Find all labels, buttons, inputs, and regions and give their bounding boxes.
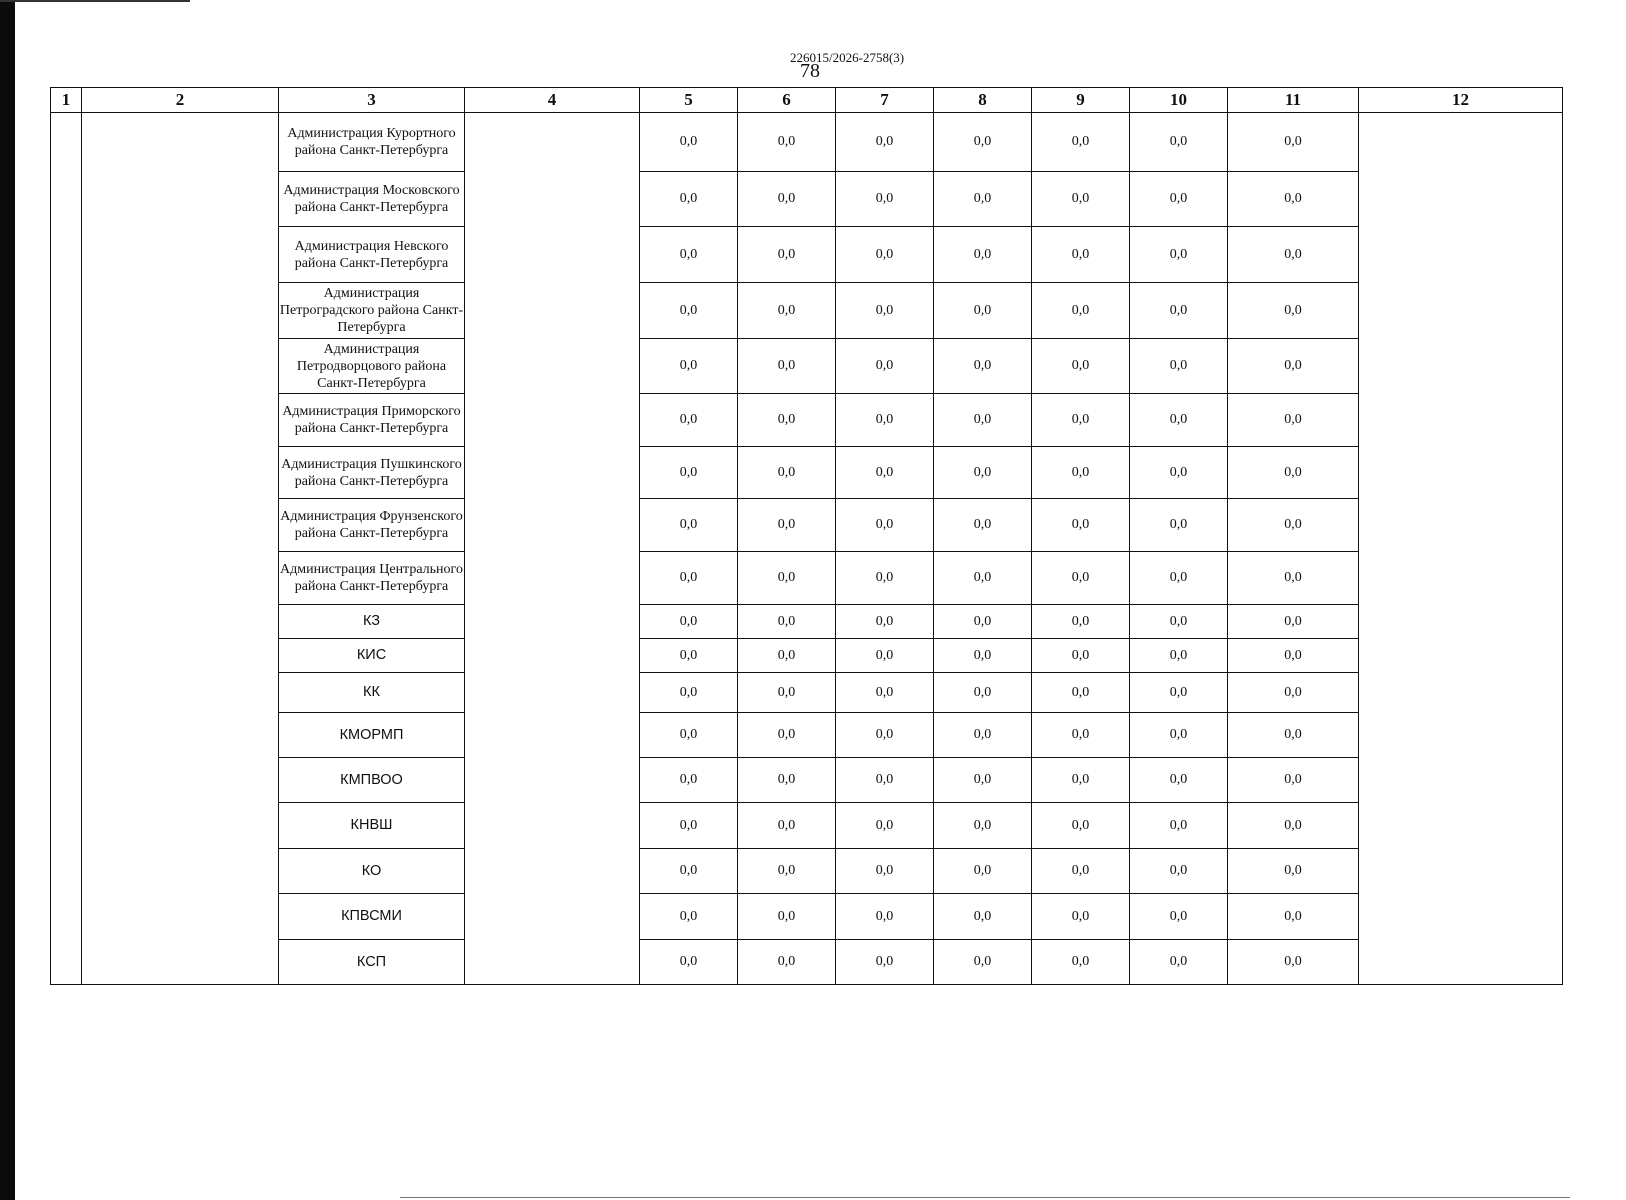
- organization-cell: Администрация Курортного района Санкт-Петербурга: [279, 113, 465, 172]
- document-code: 226015/2026-2758(3): [790, 50, 905, 65]
- organization-cell: Администрация Петроградского района Санкт-Петербурга: [279, 283, 465, 339]
- value-cell: 0,0: [1130, 172, 1228, 227]
- value-cell: 0,0: [836, 283, 934, 339]
- column-number-row: [51, 88, 1563, 113]
- value-cell: 0,0: [934, 894, 1032, 940]
- col-header: 11: [1228, 88, 1359, 113]
- value-cell: 0,0: [738, 447, 836, 499]
- value-cell: 0,0: [640, 940, 738, 985]
- col-header: 10: [1130, 88, 1228, 113]
- value-cell: 0,0: [1228, 447, 1359, 499]
- value-cell: 0,0: [738, 639, 836, 673]
- value-cell: 0,0: [640, 673, 738, 713]
- value-cell: 0,0: [934, 713, 1032, 758]
- value-cell: 0,0: [934, 394, 1032, 447]
- value-cell: 0,0: [640, 172, 738, 227]
- organization-cell: Администрация Московского района Санкт-Петербурга: [279, 172, 465, 227]
- value-cell: 0,0: [738, 552, 836, 605]
- col-header: 6: [738, 88, 836, 113]
- value-cell: 0,0: [934, 499, 1032, 552]
- value-cell: 0,0: [934, 639, 1032, 673]
- value-cell: 0,0: [1130, 849, 1228, 894]
- value-cell: 0,0: [1228, 673, 1359, 713]
- value-cell: 0,0: [934, 605, 1032, 639]
- value-cell: 0,0: [836, 673, 934, 713]
- value-cell: 0,0: [738, 113, 836, 172]
- value-cell: 0,0: [1032, 227, 1130, 283]
- value-cell: 0,0: [738, 849, 836, 894]
- value-cell: 0,0: [640, 849, 738, 894]
- value-cell: 0,0: [836, 803, 934, 849]
- value-cell: 0,0: [1228, 849, 1359, 894]
- col-header: 3: [279, 88, 465, 113]
- value-cell: 0,0: [934, 673, 1032, 713]
- organization-cell: Администрация Центрального района Санкт-Петербурга: [279, 552, 465, 605]
- value-cell: 0,0: [1130, 803, 1228, 849]
- value-cell: 0,0: [934, 940, 1032, 985]
- value-cell: 0,0: [640, 639, 738, 673]
- table-row: [51, 113, 1563, 172]
- value-cell: 0,0: [738, 172, 836, 227]
- organization-cell: КСП: [279, 940, 465, 985]
- value-cell: 0,0: [1228, 639, 1359, 673]
- value-cell: 0,0: [1032, 894, 1130, 940]
- organization-cell: КК: [279, 673, 465, 713]
- value-cell: 0,0: [836, 894, 934, 940]
- value-cell: 0,0: [1032, 758, 1130, 803]
- value-cell: 0,0: [1032, 394, 1130, 447]
- value-cell: 0,0: [1228, 552, 1359, 605]
- value-cell: 0,0: [836, 447, 934, 499]
- value-cell: 0,0: [1228, 172, 1359, 227]
- organization-cell: КИС: [279, 639, 465, 673]
- merged-col-12: [1359, 113, 1563, 985]
- value-cell: 0,0: [1228, 499, 1359, 552]
- value-cell: 0,0: [1032, 552, 1130, 605]
- value-cell: 0,0: [1130, 227, 1228, 283]
- value-cell: 0,0: [738, 227, 836, 283]
- value-cell: 0,0: [1032, 113, 1130, 172]
- value-cell: 0,0: [1228, 394, 1359, 447]
- organization-cell: Администрация Петродворцового района Санкт-Петербурга: [279, 339, 465, 394]
- value-cell: 0,0: [738, 339, 836, 394]
- value-cell: 0,0: [1228, 894, 1359, 940]
- value-cell: 0,0: [1228, 605, 1359, 639]
- page-number: 78: [800, 60, 820, 82]
- value-cell: 0,0: [640, 499, 738, 552]
- value-cell: 0,0: [934, 172, 1032, 227]
- value-cell: 0,0: [836, 227, 934, 283]
- value-cell: 0,0: [738, 758, 836, 803]
- value-cell: 0,0: [836, 605, 934, 639]
- value-cell: 0,0: [934, 758, 1032, 803]
- value-cell: 0,0: [738, 394, 836, 447]
- value-cell: 0,0: [836, 113, 934, 172]
- top-rule-line: [0, 0, 190, 2]
- organization-cell: Администрация Невского района Санкт-Петербурга: [279, 227, 465, 283]
- value-cell: 0,0: [1032, 283, 1130, 339]
- col-header: 7: [836, 88, 934, 113]
- organization-cell: КЗ: [279, 605, 465, 639]
- value-cell: 0,0: [640, 113, 738, 172]
- organization-cell: Администрация Приморского района Санкт-Петербурга: [279, 394, 465, 447]
- value-cell: 0,0: [934, 552, 1032, 605]
- scan-edge-shadow: [0, 0, 15, 1200]
- col-header: 2: [82, 88, 279, 113]
- organization-cell: КО: [279, 849, 465, 894]
- value-cell: 0,0: [836, 639, 934, 673]
- value-cell: 0,0: [1130, 758, 1228, 803]
- value-cell: 0,0: [1130, 894, 1228, 940]
- value-cell: 0,0: [738, 499, 836, 552]
- merged-col-2: [82, 113, 279, 985]
- value-cell: 0,0: [934, 803, 1032, 849]
- value-cell: 0,0: [836, 713, 934, 758]
- value-cell: 0,0: [1228, 713, 1359, 758]
- col-header: 8: [934, 88, 1032, 113]
- value-cell: 0,0: [1228, 940, 1359, 985]
- value-cell: 0,0: [934, 283, 1032, 339]
- value-cell: 0,0: [738, 283, 836, 339]
- value-cell: 0,0: [1228, 803, 1359, 849]
- value-cell: 0,0: [1228, 758, 1359, 803]
- value-cell: 0,0: [640, 283, 738, 339]
- merged-col-4: [465, 113, 640, 985]
- value-cell: 0,0: [836, 394, 934, 447]
- value-cell: 0,0: [1130, 499, 1228, 552]
- value-cell: 0,0: [1130, 552, 1228, 605]
- value-cell: 0,0: [836, 940, 934, 985]
- value-cell: 0,0: [1032, 447, 1130, 499]
- value-cell: 0,0: [1228, 339, 1359, 394]
- value-cell: 0,0: [640, 552, 738, 605]
- organization-cell: КПВСМИ: [279, 894, 465, 940]
- value-cell: 0,0: [1130, 940, 1228, 985]
- value-cell: 0,0: [640, 339, 738, 394]
- value-cell: 0,0: [934, 339, 1032, 394]
- value-cell: 0,0: [934, 227, 1032, 283]
- value-cell: 0,0: [836, 758, 934, 803]
- value-cell: 0,0: [640, 227, 738, 283]
- value-cell: 0,0: [738, 803, 836, 849]
- value-cell: 0,0: [1130, 113, 1228, 172]
- value-cell: 0,0: [934, 849, 1032, 894]
- col-header: 1: [51, 88, 82, 113]
- organization-cell: Администрация Пушкинского района Санкт-Петербурга: [279, 447, 465, 499]
- value-cell: 0,0: [836, 339, 934, 394]
- col-header: 4: [465, 88, 640, 113]
- value-cell: 0,0: [1130, 639, 1228, 673]
- value-cell: 0,0: [1032, 940, 1130, 985]
- value-cell: 0,0: [836, 849, 934, 894]
- value-cell: 0,0: [738, 894, 836, 940]
- organization-cell: КМОРМП: [279, 713, 465, 758]
- value-cell: 0,0: [738, 605, 836, 639]
- col-header: 9: [1032, 88, 1130, 113]
- value-cell: 0,0: [1130, 394, 1228, 447]
- value-cell: 0,0: [1130, 673, 1228, 713]
- value-cell: 0,0: [1130, 283, 1228, 339]
- value-cell: 0,0: [934, 113, 1032, 172]
- value-cell: 0,0: [1032, 499, 1130, 552]
- organization-cell: КНВШ: [279, 803, 465, 849]
- budget-table: [50, 87, 1563, 985]
- value-cell: 0,0: [640, 758, 738, 803]
- value-cell: 0,0: [1228, 113, 1359, 172]
- value-cell: 0,0: [1032, 849, 1130, 894]
- value-cell: 0,0: [836, 499, 934, 552]
- bottom-rule-line: [400, 1197, 1570, 1198]
- value-cell: 0,0: [1032, 605, 1130, 639]
- value-cell: 0,0: [738, 673, 836, 713]
- value-cell: 0,0: [738, 940, 836, 985]
- value-cell: 0,0: [1032, 713, 1130, 758]
- organization-cell: КМПВОО: [279, 758, 465, 803]
- value-cell: 0,0: [640, 447, 738, 499]
- value-cell: 0,0: [1032, 673, 1130, 713]
- col-header: 5: [640, 88, 738, 113]
- value-cell: 0,0: [738, 713, 836, 758]
- value-cell: 0,0: [836, 552, 934, 605]
- value-cell: 0,0: [640, 394, 738, 447]
- value-cell: 0,0: [1032, 172, 1130, 227]
- value-cell: 0,0: [1032, 639, 1130, 673]
- organization-cell: Администрация Фрунзенского района Санкт-Петербурга: [279, 499, 465, 552]
- merged-col-1: [51, 113, 82, 985]
- value-cell: 0,0: [1130, 605, 1228, 639]
- value-cell: 0,0: [1130, 339, 1228, 394]
- value-cell: 0,0: [640, 713, 738, 758]
- value-cell: 0,0: [836, 172, 934, 227]
- value-cell: 0,0: [640, 894, 738, 940]
- value-cell: 0,0: [1228, 227, 1359, 283]
- value-cell: 0,0: [1130, 447, 1228, 499]
- value-cell: 0,0: [1032, 803, 1130, 849]
- value-cell: 0,0: [1130, 713, 1228, 758]
- value-cell: 0,0: [640, 605, 738, 639]
- value-cell: 0,0: [934, 447, 1032, 499]
- value-cell: 0,0: [640, 803, 738, 849]
- col-header: 12: [1359, 88, 1563, 113]
- value-cell: 0,0: [1032, 339, 1130, 394]
- value-cell: 0,0: [1228, 283, 1359, 339]
